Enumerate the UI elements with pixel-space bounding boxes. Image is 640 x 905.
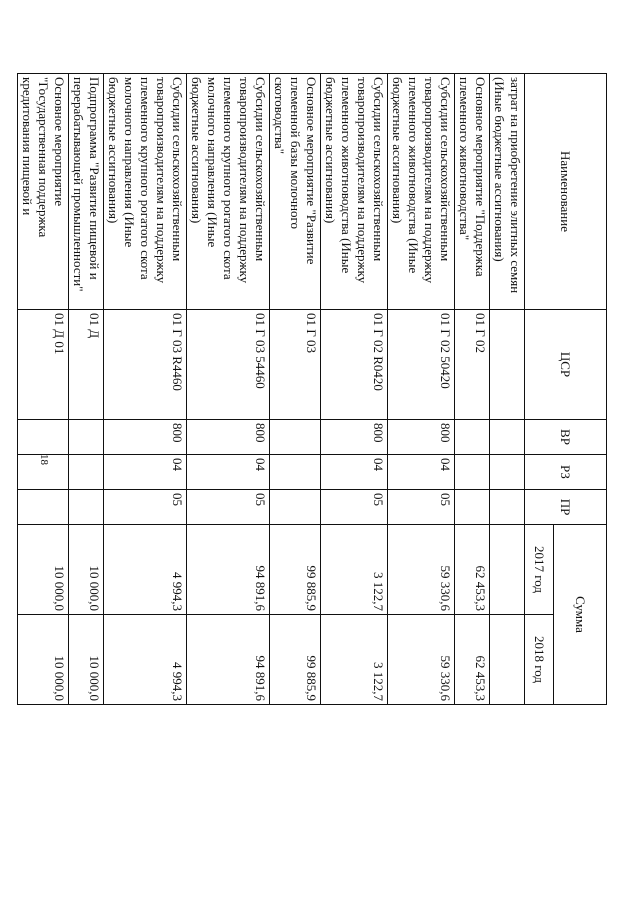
cell-name: Основное мероприятие "Поддержка племенного животноводства" — [455, 74, 490, 310]
table-row — [187, 74, 270, 886]
cell-sum-2018 — [490, 615, 525, 705]
cell-csr: 01 Г 02 50420 — [388, 310, 455, 420]
cell-csr: 01 Г 03 R4460 — [104, 310, 187, 420]
budget-table — [17, 73, 607, 886]
cell-sum-2018: 94 891,6 — [187, 615, 270, 705]
table-row — [18, 74, 69, 886]
blank-margin — [321, 705, 388, 886]
cell-sum-2018: 10 000,0 — [69, 615, 104, 705]
table-row — [69, 74, 104, 886]
cell-vr — [490, 420, 525, 455]
cell-rz — [490, 455, 525, 490]
blank-margin — [455, 705, 490, 886]
blank-margin — [104, 705, 187, 886]
cell-pr — [18, 490, 69, 525]
header-year-2017: 2017 год — [525, 525, 554, 615]
cell-csr: 01 Д — [69, 310, 104, 420]
cell-pr — [490, 490, 525, 525]
cell-sum-2017: 99 885,9 — [270, 525, 321, 615]
cell-sum-2017: 59 330,6 — [388, 525, 455, 615]
cell-pr — [270, 490, 321, 525]
cell-sum-2018: 62 453,3 — [455, 615, 490, 705]
table-row — [388, 74, 455, 886]
blank-margin — [18, 705, 69, 886]
header-sum: Сумма — [554, 525, 607, 705]
cell-csr: 01 Г 03 — [270, 310, 321, 420]
cell-name: затрат на приобретение элитных семян (Иные бюджетные ассигнования) — [490, 74, 525, 310]
blank-margin — [69, 705, 104, 886]
table-body — [18, 74, 525, 886]
cell-vr: 800 — [104, 420, 187, 455]
cell-csr — [490, 310, 525, 420]
cell-rz — [18, 455, 69, 490]
cell-name: Субсидии сельскохозяйственным товаропроизводителям на поддержку племенного животноводства (Иные бюджетные ассигнования) — [321, 74, 388, 310]
table-row — [490, 74, 525, 886]
cell-sum-2017 — [490, 525, 525, 615]
cell-sum-2017: 3 122,7 — [321, 525, 388, 615]
cell-sum-2018: 3 122,7 — [321, 615, 388, 705]
cell-sum-2018: 10 000,0 — [18, 615, 69, 705]
cell-vr — [270, 420, 321, 455]
cell-name: Подпрограмма "Развитие пищевой и перерабатывающей промышленности" — [69, 74, 104, 310]
cell-sum-2017: 62 453,3 — [455, 525, 490, 615]
table-row — [455, 74, 490, 886]
cell-rz — [455, 455, 490, 490]
cell-pr — [69, 490, 104, 525]
header-name: Наименование — [525, 74, 607, 310]
header-year-2018: 2018 год — [525, 615, 554, 705]
rotated-page-content — [20, 73, 607, 885]
header-pr: ПР — [525, 490, 607, 525]
cell-sum-2017: 94 891,6 — [187, 525, 270, 615]
cell-vr: 800 — [187, 420, 270, 455]
header-csr: ЦСР — [525, 310, 607, 420]
cell-rz — [69, 455, 104, 490]
cell-pr: 05 — [104, 490, 187, 525]
blank-margin — [187, 705, 270, 886]
header-rz: РЗ — [525, 455, 607, 490]
cell-name: Основное мероприятие "Развитие племенной базы молочного скотоводства" — [270, 74, 321, 310]
blank-margin — [388, 705, 455, 886]
cell-rz: 04 — [321, 455, 388, 490]
page-number: 18 — [38, 454, 50, 465]
blank-margin — [525, 705, 607, 886]
cell-vr: 800 — [321, 420, 388, 455]
cell-name: Субсидии сельскохозяйственным товаропроизводителям на поддержку племенного крупного рогатого скота молочного направления (Иные бюджетные ассигнования) — [104, 74, 187, 310]
cell-pr — [455, 490, 490, 525]
cell-pr: 05 — [388, 490, 455, 525]
cell-vr: 800 — [388, 420, 455, 455]
cell-sum-2018: 4 994,3 — [104, 615, 187, 705]
cell-csr: 01 Г 02 — [455, 310, 490, 420]
cell-sum-2017: 10 000,0 — [69, 525, 104, 615]
cell-pr: 05 — [187, 490, 270, 525]
cell-rz: 04 — [388, 455, 455, 490]
cell-vr — [18, 420, 69, 455]
cell-name: Субсидии сельскохозяйственным товаропроизводителям на поддержку племенного крупного рогатого скота молочного направления (Иные бюджетные ассигнования) — [187, 74, 270, 310]
cell-csr: 01 Г 03 54460 — [187, 310, 270, 420]
cell-sum-2017: 4 994,3 — [104, 525, 187, 615]
header-vr: ВР — [525, 420, 607, 455]
blank-margin — [270, 705, 321, 886]
cell-name: Основное мероприятие "Государственная поддержка кредитования пищевой и — [18, 74, 69, 310]
cell-name: Субсидии сельскохозяйственным товаропроизводителям на поддержку племенного животноводства (Иные бюджетные ассигнования) — [388, 74, 455, 310]
table-row — [270, 74, 321, 886]
cell-rz: 04 — [187, 455, 270, 490]
cell-rz — [270, 455, 321, 490]
cell-csr: 01 Д 01 — [18, 310, 69, 420]
table-row — [321, 74, 388, 886]
table-row — [104, 74, 187, 886]
blank-margin — [490, 705, 525, 886]
cell-vr — [69, 420, 104, 455]
cell-csr: 01 Г 02 R0420 — [321, 310, 388, 420]
cell-sum-2017: 10 000,0 — [18, 525, 69, 615]
cell-pr: 05 — [321, 490, 388, 525]
cell-rz: 04 — [104, 455, 187, 490]
cell-sum-2018: 59 330,6 — [388, 615, 455, 705]
cell-sum-2018: 99 885,9 — [270, 615, 321, 705]
cell-vr — [455, 420, 490, 455]
